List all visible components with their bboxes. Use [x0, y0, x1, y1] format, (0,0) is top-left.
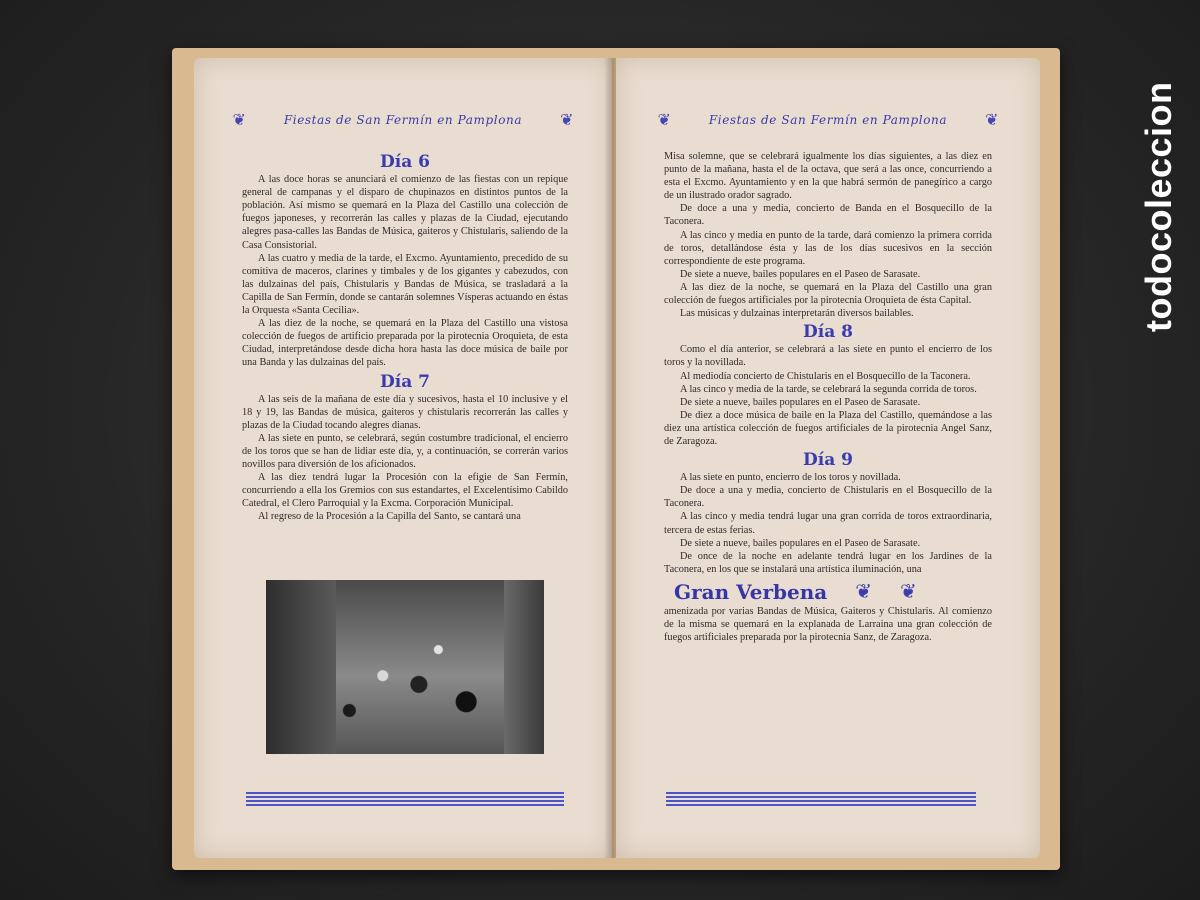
right-page [616, 58, 1040, 858]
booklet [172, 48, 1060, 870]
paragraph: A las doce horas se anunciará el comienzo de las fiestas con un repique general de campanas y el disparo de chupinazos en distintos puntos de la población. Así mismo se quemará en la Plaza del Castillo una colección de fuegos japoneses, y recorrerán las calles y plazas de la Ciudad, ejecutando alegres pasa-calles las Bandas de Música, gaiteros y Chistularis, saliendo de la Casa Consistorial. [242, 174, 568, 251]
right-page-header [616, 110, 1040, 130]
paragraph: Al regreso de la Procesión a la Capilla del Santo, se cantará una [258, 511, 521, 523]
left-page-header [194, 110, 612, 130]
paragraph: Al mediodía concierto de Chistularis en el Bosquecillo de la Taconera. [680, 370, 971, 382]
verbena-heading-row [674, 579, 992, 604]
ornament-right-icon: ❦ [985, 112, 999, 129]
decorative-rule [246, 792, 564, 806]
paragraph: Las músicas y dulzainas interpretarán diversos bailables. [680, 308, 914, 320]
paragraph: De diez a doce música de baile en la Plaza del Castillo, quemándose a las diez una artística colección de fuegos artificiales de la pirotecnia Angel Sanz, de Zaragoza. [664, 409, 992, 447]
paragraph: A las siete en punto, encierro de los toros y novillada. [680, 472, 901, 484]
left-page-text [242, 150, 568, 524]
page-header-title: Fiestas de San Fermín en Pamplona [283, 113, 523, 127]
ornament-icon: ❦ [855, 580, 872, 603]
paragraph: A las siete en punto, se celebrará, según costumbre tradicional, el encierro de los toros que se han de lidiar este día, y, a continuación, se correrán varios novillos para diversión de los aficionados. [242, 432, 568, 471]
paragraph: A las diez de la noche, se quemará en la Plaza del Castillo una vistosa colección de fuegos de artificio preparada por la pirotecnia Oroquieta, de esta Ciudad, interpretándose desde dicha hora hasta las doce música de baile por una Banda y las dulzainas del país. [242, 318, 568, 369]
day-heading: Día 6 [380, 152, 430, 172]
right-page-text [664, 150, 992, 644]
page-header-title: Fiestas de San Fermín en Pamplona [708, 113, 948, 127]
ornament-left-icon: ❦ [232, 112, 246, 129]
paragraph: De doce a una y media, concierto de Banda en el Bosquecillo de la Taconera. [664, 203, 992, 228]
paragraph: A las cinco y media tendrá lugar una gran corrida de toros extraordinaria, tercera de estas ferias. [664, 511, 992, 536]
watermark-text: todocoleccion [1138, 81, 1179, 332]
paragraph: A las seis de la mañana de este día y sucesivos, hasta el 10 inclusive y el 18 y 19, las Bandas de música, gaiteros y chistularis recorrerán las calles y plazas de la Ciudad tocando alegres dianas. [242, 393, 568, 431]
left-page [194, 58, 612, 858]
day-heading: Día 7 [380, 371, 430, 392]
decorative-rule [666, 792, 976, 806]
paragraph: De once de la noche en adelante tendrá lugar en los Jardines de la Taconera, en los que se instalará una artística iluminación, una [664, 550, 992, 575]
verbena-title: Gran Verbena [674, 579, 828, 604]
paragraph: De siete a nueve, bailes populares en el Paseo de Sarasate. [680, 268, 921, 280]
paragraph: A las diez tendrá lugar la Procesión con la efigie de San Fermín, concurriendo a ella los Gremios con sus estandartes, el Excelentísimo Cabildo Catedral, el Clero Parroquial y la Excma. Corporación Municipal. [242, 472, 568, 510]
paragraph: amenizada por varias Bandas de Música, Gaiteros y Chistularis. Al comienzo de la misma se quemará en la explanada de Larraina una gran colección de fuegos artificiales preparada por la pirotecnia Sanz, de Zaragoza. [664, 606, 992, 644]
ornament-right-icon: ❦ [560, 112, 574, 129]
paragraph: A las cinco y media en punto de la tarde, dará comienzo la primera corrida de toros, detallándose ésta y las de los días sucesivos en la sección correspondiente de este programa. [664, 229, 992, 267]
paragraph: De doce a una y media, concierto de Chistularis en el Bosquecillo de la Taconera. [664, 485, 992, 510]
paragraph: Como el día anterior, se celebrará a las siete en punto el encierro de los toros y la novillada. [664, 344, 992, 369]
ornament-left-icon: ❦ [657, 112, 671, 129]
paragraph: A las cuatro y media de la tarde, el Excmo. Ayuntamiento, precedido de su comitiva de maceros, clarines y timbales y de los gigantes y cabezudos, con las dulzainas del país, Chistularis y Bandas de Música, se trasladará a la Capilla de San Fermín, donde se cantarán solemnes Vísperas actuando en éstas la Orquesta «Santa Cecilia». [242, 252, 568, 317]
day-heading: Día 9 [803, 450, 853, 471]
paragraph: De siete a nueve, bailes populares en el Paseo de Sarasate. [680, 537, 921, 549]
paragraph: A las diez de la noche, se quemará en la Plaza del Castillo una gran colección de fuegos artificiales por la pirotecnia Oroquieta de ésta Capital. [664, 281, 992, 307]
ornament-icon: ❦ [900, 580, 917, 603]
paragraph: Misa solemne, que se celebrará igualmente los días siguientes, a las diez en punto de la mañana, hasta el de la octava, que será a las once, concurriendo a esta el Excmo. Ayuntamiento y en la que habrá sermón de panegírico a cargo de un ilustrado orador sagrado. [664, 151, 992, 202]
encierro-photo [266, 580, 544, 754]
day-heading: Día 8 [803, 322, 853, 343]
paragraph: A las cinco y media de la tarde, se celebrará la segunda corrida de toros. [680, 383, 977, 395]
paragraph: De siete a nueve, bailes populares en el Paseo de Sarasate. [680, 396, 921, 408]
